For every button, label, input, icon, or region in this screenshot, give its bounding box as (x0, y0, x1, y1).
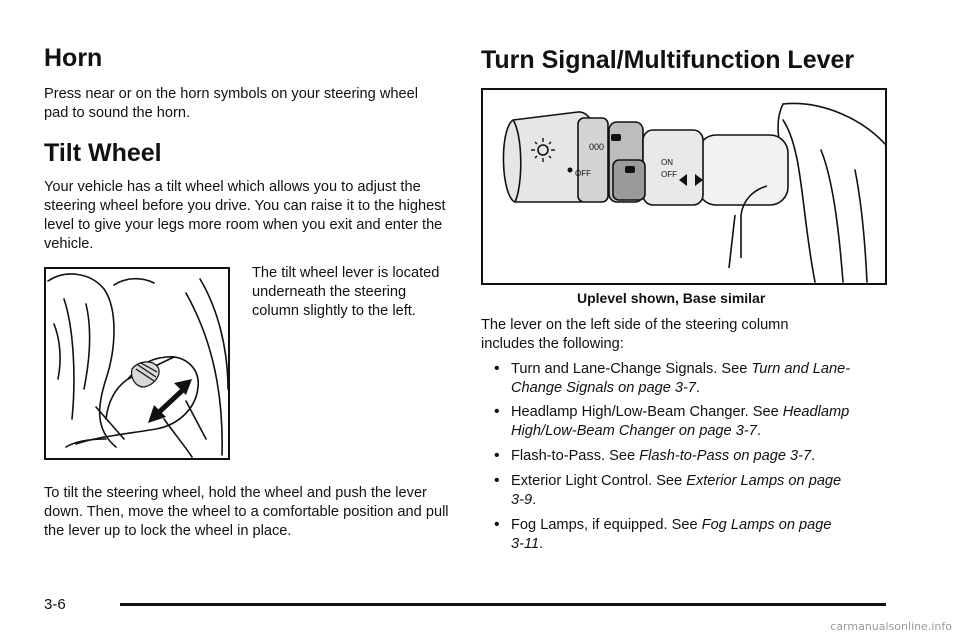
horn-body: Press near or on the horn symbols on your steering wheel pad to sound the horn. (44, 86, 418, 121)
tilt-lever-figure (44, 267, 230, 460)
cross-reference-link[interactable]: Flash-to-Pass on page 3-7 (639, 448, 812, 464)
lever-on-label: ON (661, 158, 673, 167)
bullet-icon: • (494, 472, 500, 489)
figure-caption: Uplevel shown, Base similar (577, 290, 766, 306)
multifunction-lever-illustration (483, 90, 885, 283)
cross-reference-link[interactable]: Exterior Lamps on page 3-9 (511, 473, 842, 508)
page-number: 3-6 (44, 596, 66, 613)
tilt-wheel-intro: Your vehicle has a tilt wheel which allows you to adjust the steering wheel before you drive. You can raise it to the highest level to give your legs more room when you exit and enter the vehicle. (44, 179, 446, 252)
tilt-lever-note: The tilt wheel lever is located underneath the steering column slightly to the left. (252, 265, 440, 319)
turn-signal-intro: The lever on the left side of the steering column includes the following: (481, 317, 789, 352)
cross-reference-link[interactable]: Turn and Lane-Change Signals on page 3-7 (511, 361, 851, 396)
cross-reference-link[interactable]: Fog Lamps on page 3-11 (511, 517, 832, 552)
bullet-icon: • (494, 447, 500, 464)
svg-text:000: 000 (589, 142, 605, 152)
lever-off-label: OFF (661, 170, 677, 179)
tilt-lever-illustration (46, 269, 228, 458)
cross-reference-link[interactable]: Headlamp High/Low-Beam Changer on page 3-7 (511, 404, 850, 439)
horn-heading: Horn (44, 44, 103, 72)
turn-signal-heading: Turn Signal/Multifunction Lever (481, 46, 855, 74)
tilt-wheel-instructions: To tilt the steering wheel, hold the wheel and push the lever down. Then, move the wheel to a comfortable position and pull the lever up to lock the wheel in place. (44, 485, 449, 539)
footer-rule (120, 603, 886, 606)
bullet-icon: • (494, 403, 500, 420)
tilt-wheel-heading: Tilt Wheel (44, 139, 162, 167)
lever-off-label-left: OFF (575, 169, 591, 178)
watermark: carmanualsonline.info (830, 620, 952, 633)
multifunction-lever-figure (481, 88, 887, 285)
bullet-icon: • (494, 516, 500, 533)
bullet-icon: • (494, 360, 500, 377)
